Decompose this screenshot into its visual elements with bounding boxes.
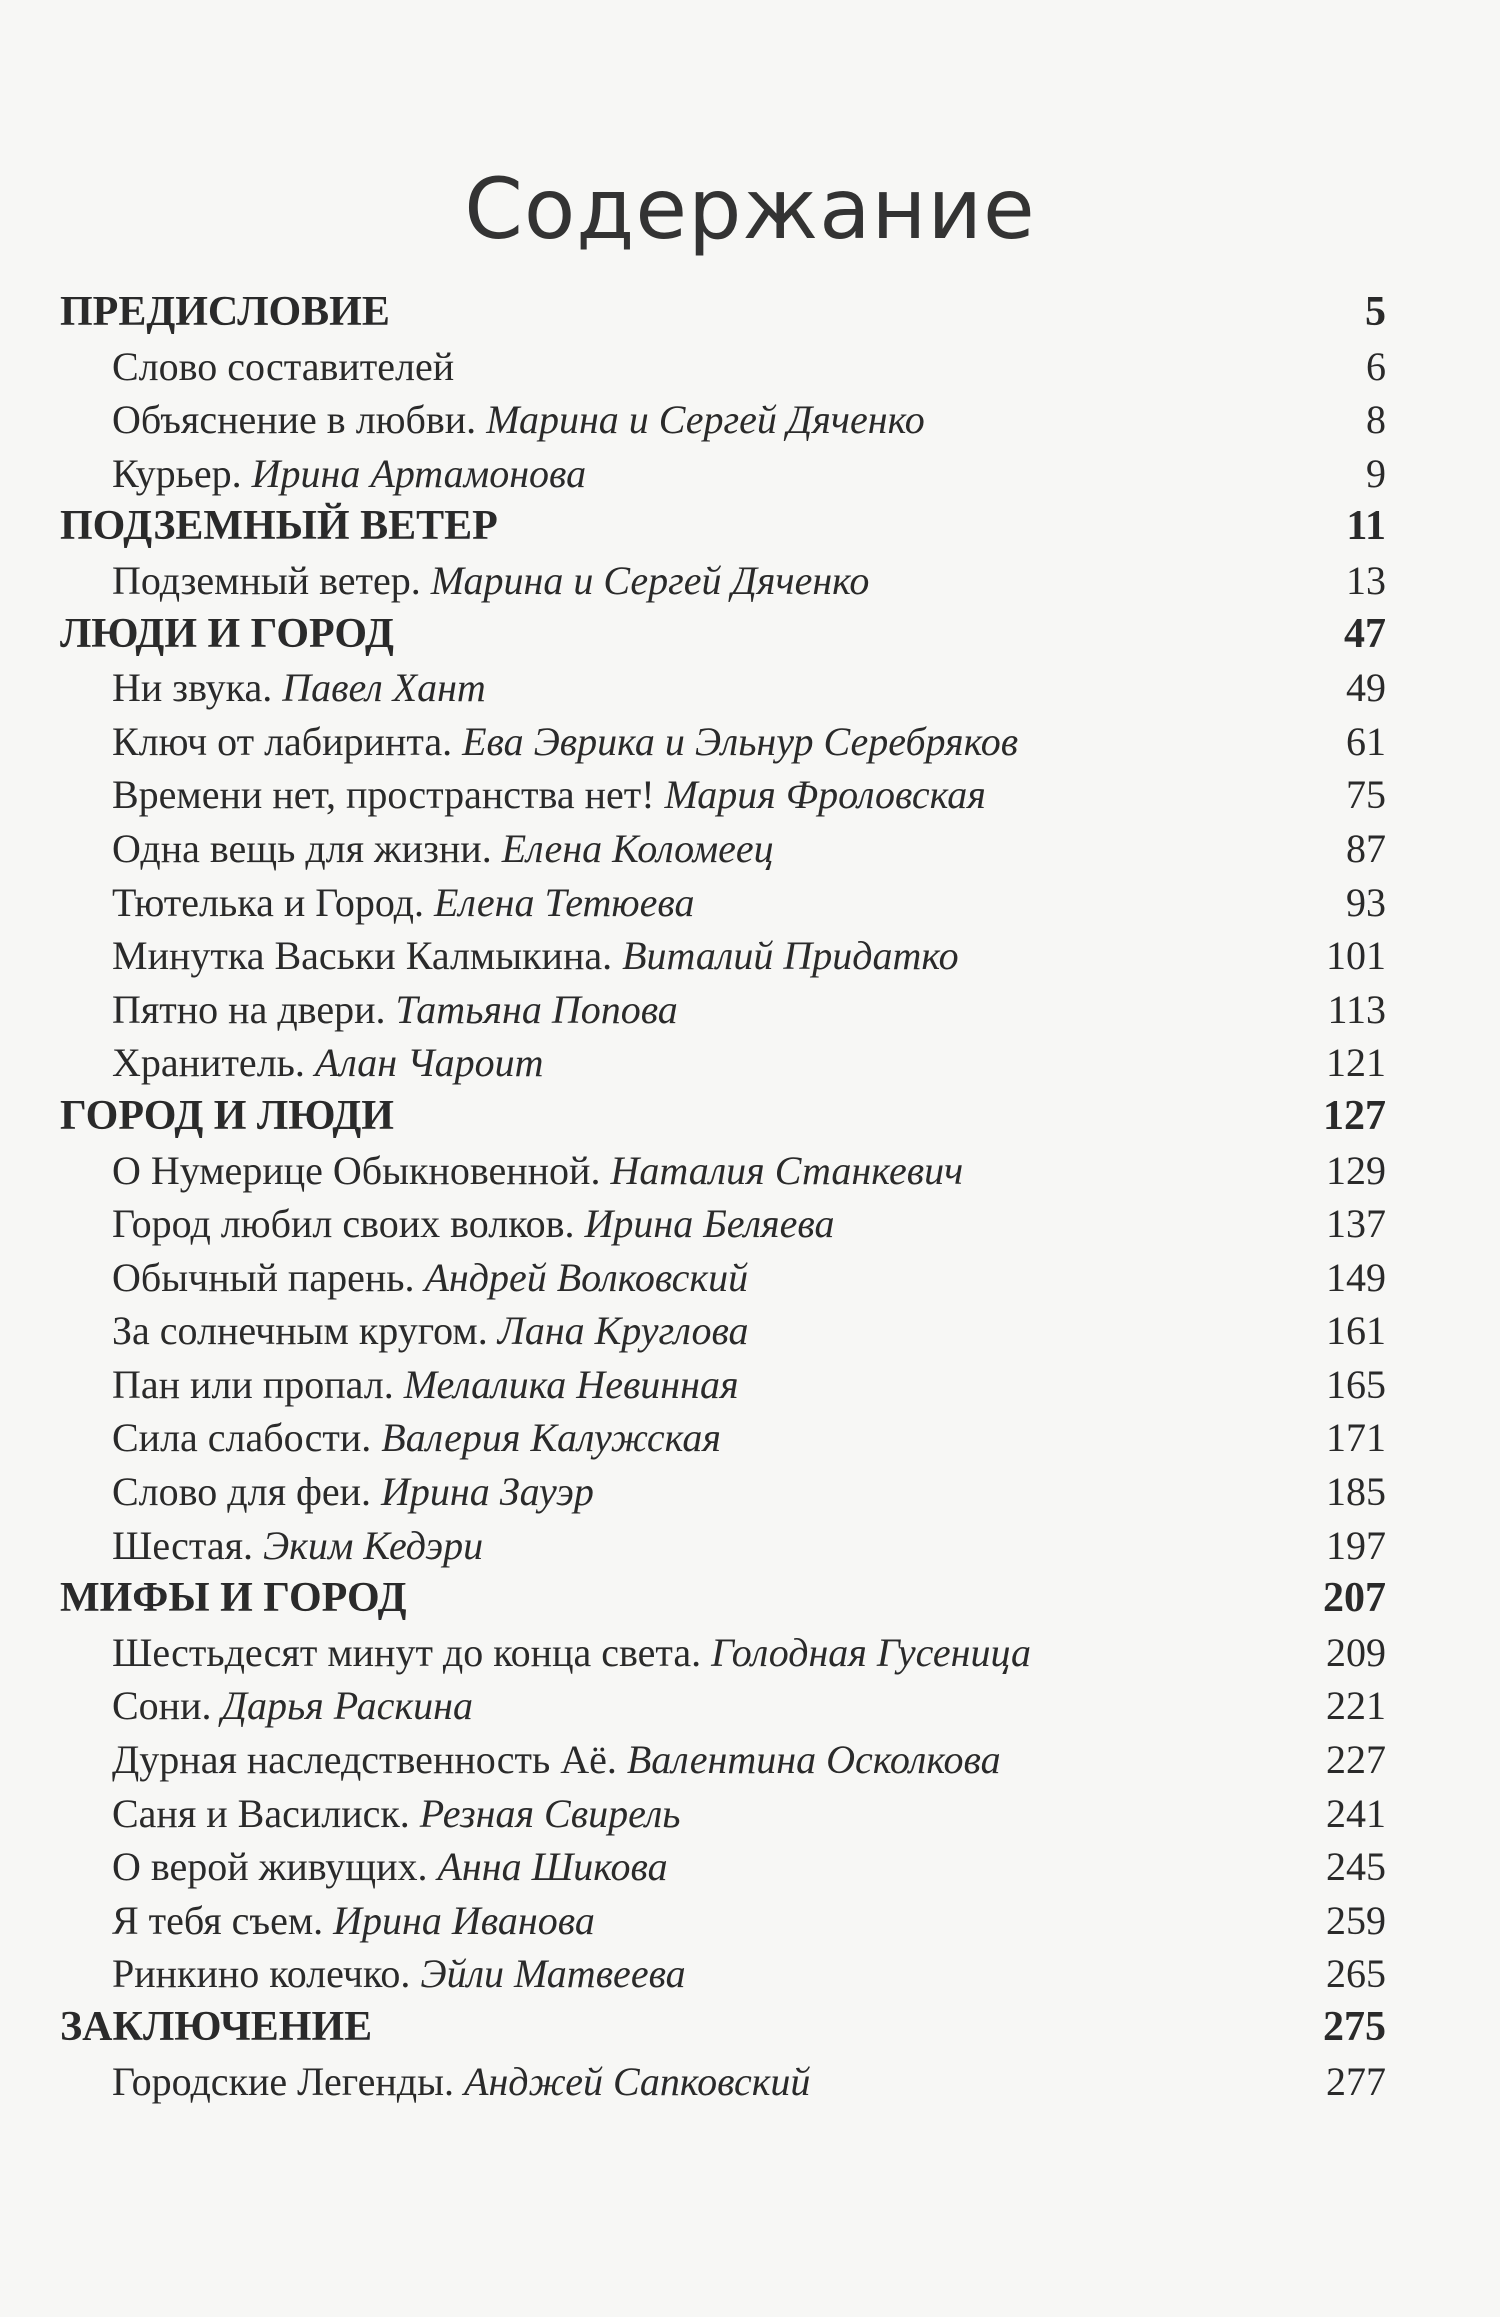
table-of-contents	[60, 286, 1386, 2108]
story-title: Тютелька и Город.	[112, 879, 425, 925]
dot-leader	[698, 915, 1342, 916]
toc-label	[112, 1036, 544, 1090]
story-title: Ринкино колечко.	[112, 1951, 411, 1997]
toc-entry-row	[60, 1840, 1386, 1894]
dot-leader	[477, 1718, 1322, 1719]
story-title: Сони.	[112, 1683, 212, 1729]
toc-entry-row	[60, 929, 1386, 983]
dot-leader	[502, 538, 1343, 539]
toc-label	[112, 1787, 681, 1841]
story-author: Мария Фроловская	[664, 772, 986, 818]
page-number: 137	[1326, 1201, 1386, 1247]
page-number: 61	[1346, 718, 1386, 764]
toc-label	[112, 1465, 594, 1519]
section-title: ГОРОД И ЛЮДИ	[60, 1092, 394, 1139]
toc-label	[112, 929, 959, 983]
toc-label	[112, 983, 678, 1037]
toc-label	[112, 2055, 810, 2109]
dot-leader	[1005, 1772, 1322, 1773]
story-author: Дарья Раскина	[221, 1683, 473, 1729]
story-title: Пятно на двери.	[112, 986, 386, 1032]
page-number: 171	[1326, 1415, 1386, 1461]
toc-label	[112, 340, 454, 394]
toc-label	[112, 447, 586, 501]
story-author: Андрей Волковский	[424, 1254, 749, 1300]
page-number: 149	[1326, 1254, 1386, 1300]
story-title: Подземный ветер.	[112, 557, 421, 603]
dot-leader	[394, 324, 1361, 325]
toc-entry-row	[60, 983, 1386, 1037]
story-title: Одна вещь для жизни.	[112, 825, 492, 871]
dot-leader	[672, 1879, 1322, 1880]
story-title: О верой живущих.	[112, 1844, 428, 1890]
dot-leader	[376, 2039, 1319, 2040]
dot-leader	[598, 1504, 1322, 1505]
toc-label	[112, 822, 774, 876]
page-number: 127	[1323, 1092, 1386, 1139]
dot-leader	[814, 2094, 1322, 2095]
toc-label	[112, 1358, 739, 1412]
dot-leader	[590, 486, 1362, 487]
story-author: Ирина Иванова	[333, 1897, 595, 1943]
story-author: Ирина Беляева	[584, 1201, 835, 1247]
page-number: 75	[1346, 772, 1386, 818]
toc-entry-row	[60, 1197, 1386, 1251]
story-title: Ключ от лабиринта.	[112, 718, 453, 764]
toc-entry-row	[60, 822, 1386, 876]
toc-entry-row	[60, 1947, 1386, 2001]
toc-label	[60, 2001, 372, 2055]
story-author: Анна Шикова	[437, 1844, 668, 1890]
page-number: 275	[1323, 2004, 1386, 2050]
dot-leader	[725, 1450, 1322, 1451]
page-number: 241	[1326, 1790, 1386, 1836]
dot-leader	[873, 593, 1342, 594]
story-title: Ни звука.	[112, 665, 273, 711]
toc-label	[112, 1894, 595, 1948]
story-author: Елена Коломеец	[501, 825, 774, 871]
toc-section-row	[60, 286, 1386, 340]
page-number: 11	[1346, 503, 1386, 550]
section-title: ЛЮДИ И ГОРОД	[60, 610, 394, 657]
story-author: Валерия Калужская	[381, 1415, 721, 1461]
toc-entry-row	[60, 1465, 1386, 1519]
toc-label	[112, 715, 1018, 769]
page-number: 265	[1326, 1951, 1386, 1997]
page-number: 101	[1326, 933, 1386, 979]
page-number: 87	[1346, 825, 1386, 871]
toc-entry-row	[60, 1894, 1386, 1948]
toc-label	[112, 1519, 483, 1573]
story-author: Наталия Станкевич	[610, 1147, 964, 1193]
toc-entry-row	[60, 1144, 1386, 1198]
toc-entry-row	[60, 447, 1386, 501]
toc-entry-row	[60, 768, 1386, 822]
story-author: Голодная Гусеница	[711, 1629, 1031, 1675]
dot-leader	[458, 379, 1362, 380]
toc-entry-row	[60, 2055, 1386, 2109]
page-number: 209	[1326, 1629, 1386, 1675]
story-title: Курьер.	[112, 450, 242, 496]
toc-entry-row	[60, 1358, 1386, 1412]
dot-leader	[752, 1290, 1322, 1291]
toc-entry-row	[60, 1626, 1386, 1680]
dot-leader	[1035, 1665, 1322, 1666]
toc-label	[112, 1144, 963, 1198]
toc-label	[112, 1679, 473, 1733]
page-number: 165	[1326, 1361, 1386, 1407]
story-author: Виталий Придатко	[622, 933, 959, 979]
toc-entry-row	[60, 1733, 1386, 1787]
page-number: 9	[1366, 450, 1386, 496]
story-title: Сила слабости.	[112, 1415, 372, 1461]
story-title: Минутка Васьки Калмыкина.	[112, 933, 613, 979]
story-title: Хранитель.	[112, 1040, 305, 1086]
toc-label	[112, 1626, 1031, 1680]
section-title: ПРЕДИСЛОВИЕ	[60, 289, 390, 335]
toc-entry-row	[60, 1519, 1386, 1573]
toc-label	[112, 1197, 834, 1251]
story-author: Эким Кедэри	[262, 1522, 484, 1568]
story-title: Обычный парень.	[112, 1254, 415, 1300]
story-author: Марина и Сергей Дяченко	[430, 557, 870, 603]
story-title: За солнечным кругом.	[112, 1308, 488, 1354]
dot-leader	[967, 1183, 1322, 1184]
dot-leader	[398, 1128, 1319, 1129]
dot-leader	[398, 646, 1340, 647]
toc-label	[112, 1947, 686, 2001]
toc-label	[60, 500, 498, 554]
story-title: Объяснение в любви.	[112, 397, 477, 443]
dot-leader	[411, 1610, 1319, 1611]
toc-entry-row	[60, 340, 1386, 394]
story-title: Слово составителей	[112, 343, 455, 389]
toc-entry-row	[60, 715, 1386, 769]
page-number: 5	[1365, 289, 1386, 335]
dot-leader	[753, 1343, 1322, 1344]
toc-label	[60, 608, 394, 662]
page-number: 277	[1326, 2058, 1386, 2104]
dot-leader	[778, 861, 1342, 862]
toc-entry-row	[60, 1411, 1386, 1465]
dot-leader	[682, 1022, 1324, 1023]
toc-entry-row	[60, 393, 1386, 447]
dot-leader	[929, 432, 1362, 433]
page-number: 129	[1326, 1147, 1386, 1193]
toc-entry-row	[60, 1036, 1386, 1090]
section-title: МИФЫ И ГОРОД	[60, 1575, 407, 1622]
toc-label	[112, 876, 694, 930]
toc-label	[112, 1733, 1001, 1787]
dot-leader	[838, 1236, 1322, 1237]
toc-entry-row	[60, 661, 1386, 715]
dot-leader	[690, 1986, 1322, 1987]
page-number: 8	[1366, 397, 1386, 443]
page-number: 197	[1326, 1522, 1386, 1568]
toc-label	[112, 661, 486, 715]
story-author: Ирина Артамонова	[251, 450, 587, 496]
toc-label	[60, 1090, 394, 1144]
dot-leader	[487, 1558, 1322, 1559]
story-title: Дурная наследственность Аё.	[112, 1737, 617, 1783]
story-title: Шестьдесят минут до конца света.	[112, 1629, 702, 1675]
toc-label	[112, 1304, 749, 1358]
story-title: Пан или пропал.	[112, 1361, 394, 1407]
story-author: Ирина Зауэр	[381, 1469, 594, 1515]
dot-leader	[548, 1075, 1322, 1076]
toc-entry-row	[60, 1251, 1386, 1305]
story-author: Ева Эврика и Эльнур Серебряков	[462, 718, 1019, 764]
toc-entry-row	[60, 1304, 1386, 1358]
toc-label	[112, 1840, 668, 1894]
toc-label	[112, 768, 986, 822]
page-number: 161	[1326, 1308, 1386, 1354]
dot-leader	[990, 807, 1342, 808]
page-title: Содержание	[464, 160, 1036, 258]
toc-label	[60, 1572, 407, 1626]
toc-label	[112, 1251, 748, 1305]
page-number: 121	[1326, 1040, 1386, 1086]
toc-entry-row	[60, 1679, 1386, 1733]
story-title: Времени нет, пространства нет!	[112, 772, 655, 818]
story-author: Татьяна Попова	[395, 986, 678, 1032]
story-author: Елена Тетюева	[434, 879, 695, 925]
toc-section-row	[60, 1090, 1386, 1144]
dot-leader	[490, 700, 1342, 701]
story-author: Мелалика Невинная	[403, 1361, 739, 1407]
page-number: 93	[1346, 879, 1386, 925]
story-title: Городские Легенды.	[112, 2058, 455, 2104]
story-title: О Нумерице Обыкновенной.	[112, 1147, 601, 1193]
page-number: 245	[1326, 1844, 1386, 1890]
story-title: Шестая.	[112, 1522, 253, 1568]
toc-label	[60, 286, 390, 340]
story-author: Эйли Матвеева	[420, 1951, 686, 1997]
page-number: 49	[1346, 665, 1386, 711]
story-title: Город любил своих волков.	[112, 1201, 575, 1247]
toc-section-row	[60, 608, 1386, 662]
page-number: 185	[1326, 1469, 1386, 1515]
toc-entry-row	[60, 1787, 1386, 1841]
toc-section-row	[60, 2001, 1386, 2055]
toc-section-row	[60, 1572, 1386, 1626]
dot-leader	[743, 1397, 1322, 1398]
story-author: Валентина Осколкова	[626, 1737, 1001, 1783]
page-number: 113	[1327, 986, 1386, 1032]
page-number: 221	[1326, 1683, 1386, 1729]
page-number: 13	[1346, 557, 1386, 603]
story-author: Павел Хант	[282, 665, 486, 711]
toc-label	[112, 393, 925, 447]
section-title: ПОДЗЕМНЫЙ ВЕТЕР	[60, 503, 498, 550]
story-author: Марина и Сергей Дяченко	[486, 397, 925, 443]
page-number: 207	[1323, 1575, 1386, 1622]
dot-leader	[1022, 754, 1342, 755]
story-author: Резная Свирель	[419, 1790, 681, 1836]
page-number: 227	[1326, 1737, 1386, 1783]
story-author: Анджей Сапковский	[464, 2058, 811, 2104]
toc-entry-row	[60, 554, 1386, 608]
story-author: Алан Чароит	[314, 1040, 544, 1086]
section-title: ЗАКЛЮЧЕНИЕ	[60, 2004, 373, 2050]
toc-label	[112, 554, 869, 608]
toc-entry-row	[60, 876, 1386, 930]
story-title: Я тебя съем.	[112, 1897, 324, 1943]
toc-section-row	[60, 500, 1386, 554]
story-title: Слово для феи.	[112, 1469, 372, 1515]
page-number: 47	[1344, 610, 1386, 657]
toc-label	[112, 1411, 721, 1465]
dot-leader	[685, 1826, 1323, 1827]
page-number: 259	[1326, 1897, 1386, 1943]
page-number: 6	[1366, 343, 1386, 389]
dot-leader	[963, 968, 1322, 969]
story-author: Лана Круглова	[497, 1308, 749, 1354]
dot-leader	[599, 1933, 1322, 1934]
story-title: Саня и Василиск.	[112, 1790, 410, 1836]
